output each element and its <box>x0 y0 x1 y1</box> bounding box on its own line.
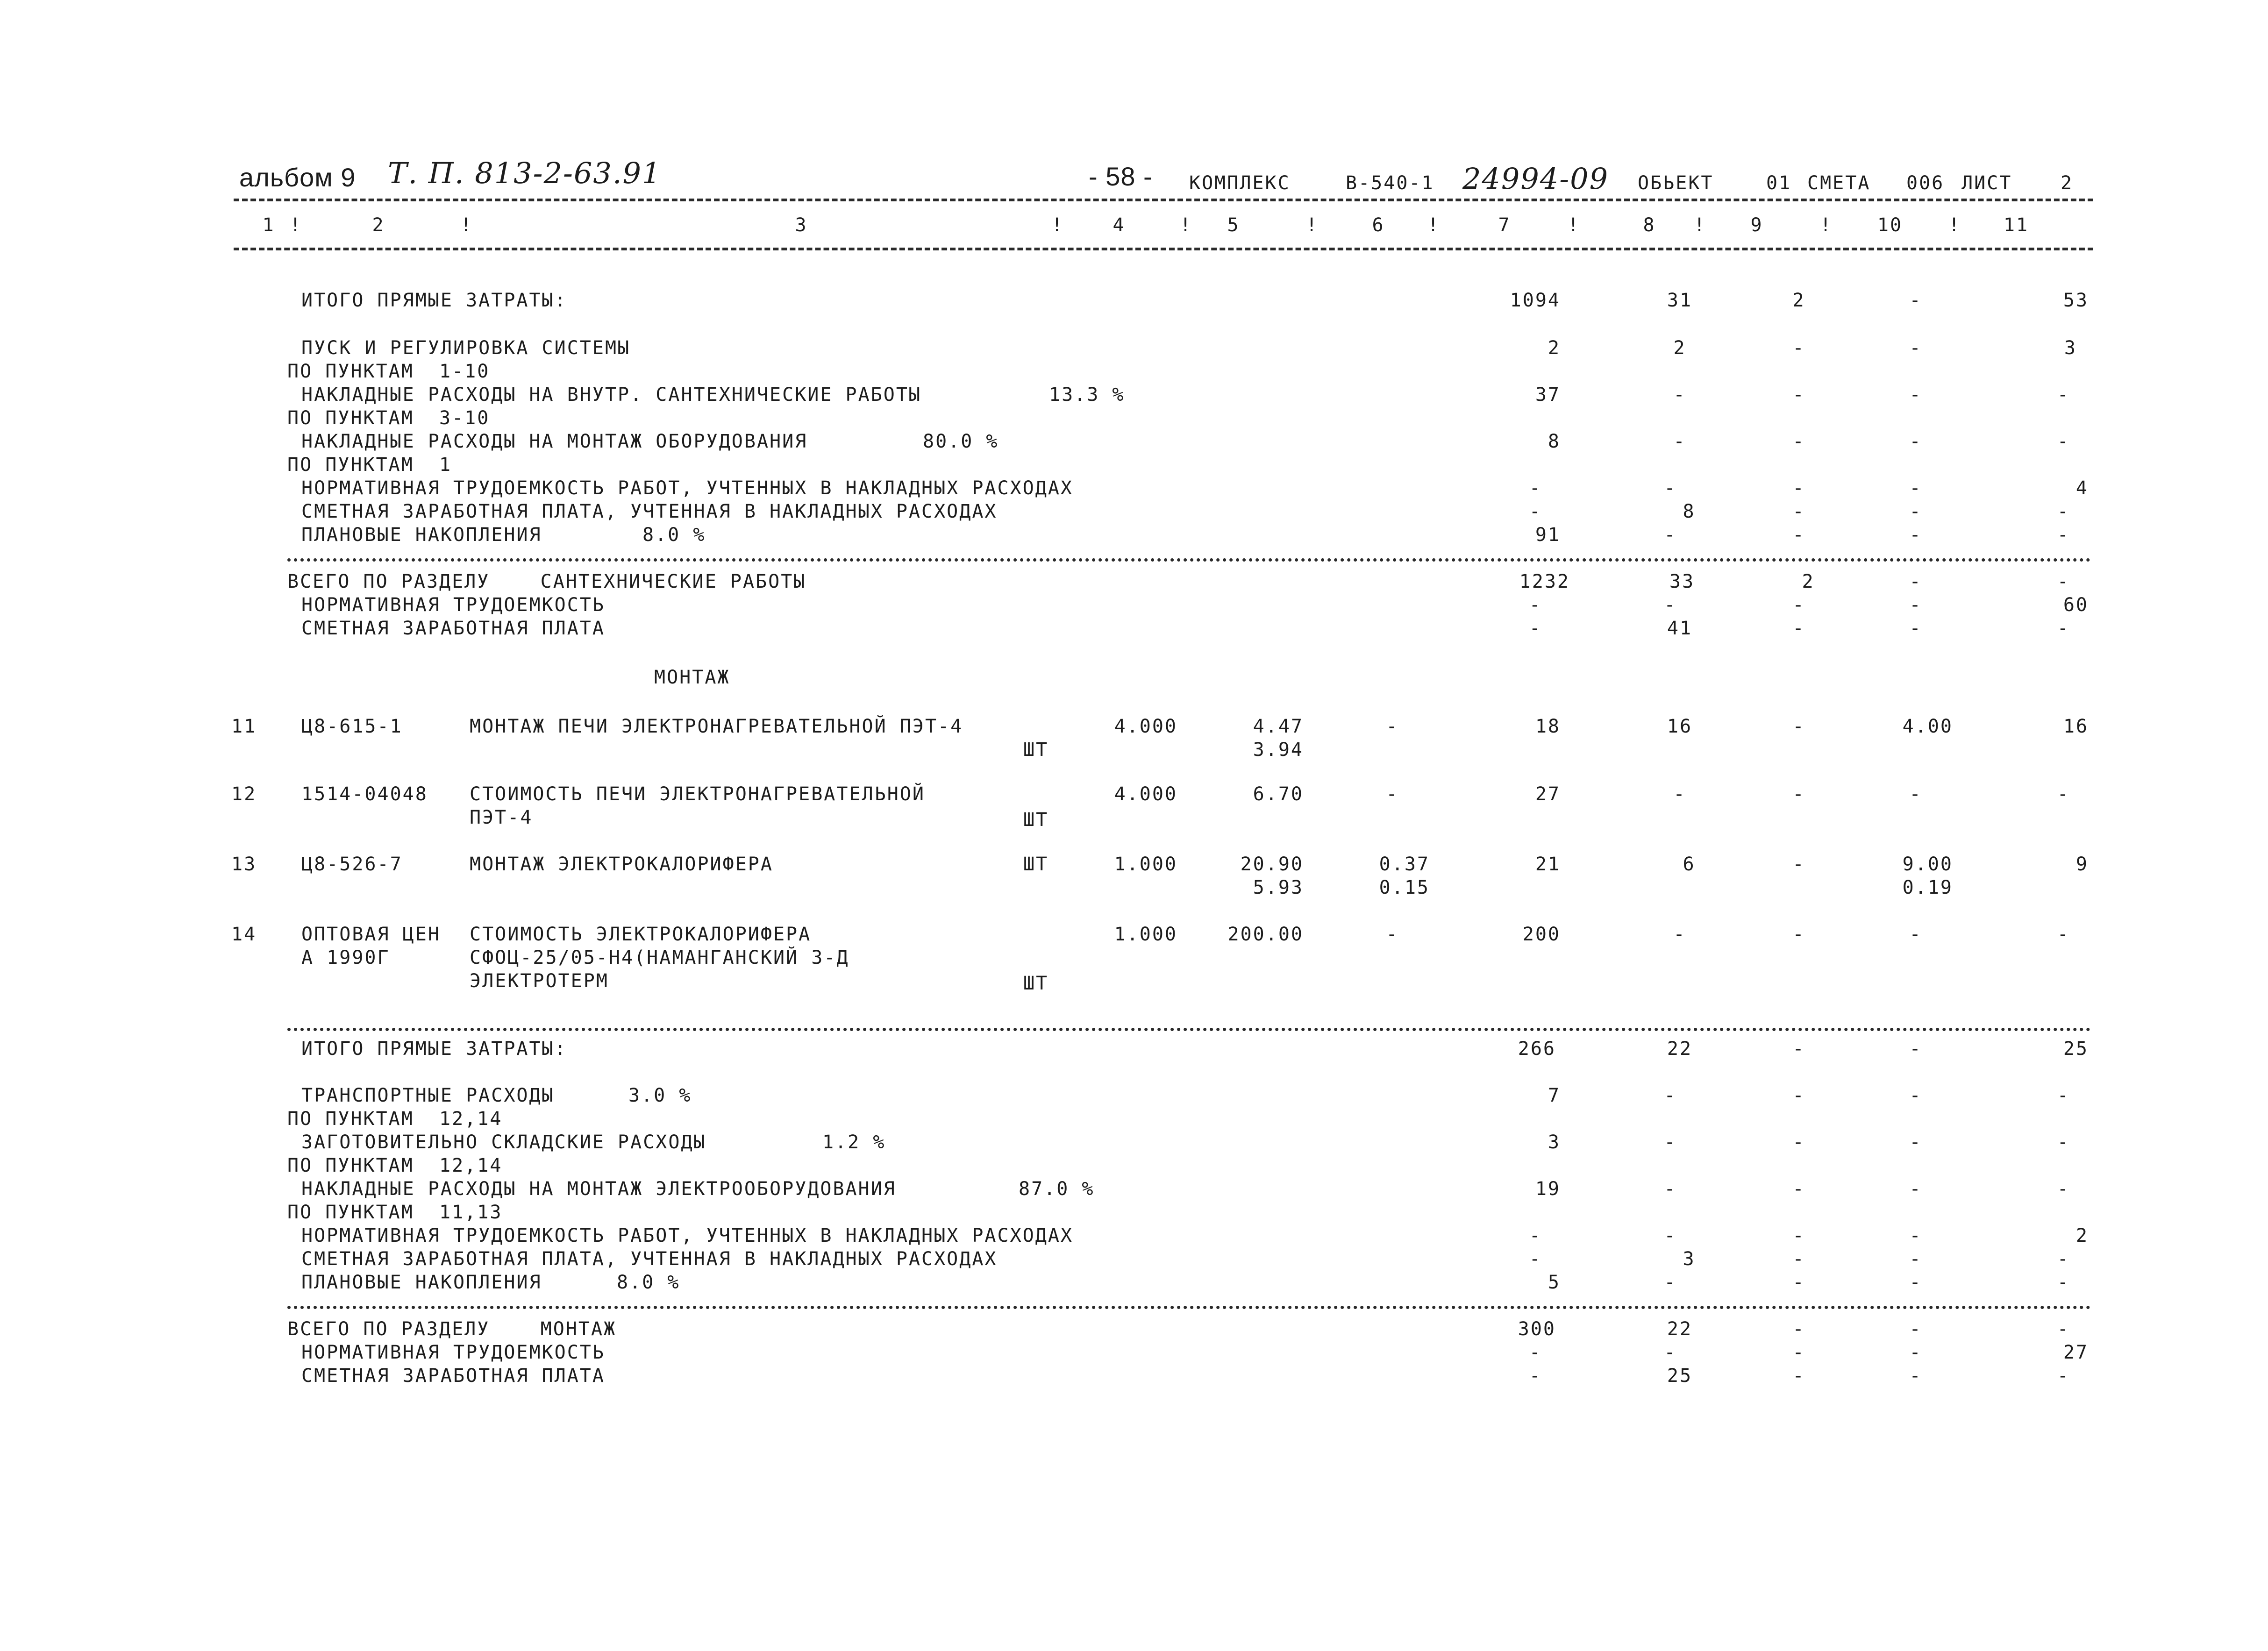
header-rule-bottom <box>234 248 2093 250</box>
column-number: 3 <box>795 214 808 236</box>
points-ref: ПО ПУНКТАМ 12,14 <box>287 1108 503 1130</box>
points-ref: ПО ПУНКТАМ 1 <box>287 454 452 476</box>
points-ref: ПО ПУНКТАМ 12,14 <box>287 1155 503 1176</box>
column-number: 10 <box>1877 214 1903 236</box>
complex-label: КОМПЛЕКС <box>1189 172 1291 194</box>
project-number-handwritten: Т. П. 813-2-63.91 <box>388 156 662 190</box>
column-number: 2 <box>372 214 385 236</box>
section-divider <box>287 558 2091 562</box>
column-number: 5 <box>1227 214 1240 236</box>
points-ref: ПО ПУНКТАМ 1-10 <box>287 361 490 382</box>
column-number: 8 <box>1643 214 1656 236</box>
page-number: - 58 - <box>1089 162 1153 191</box>
estimate-sheet: альбом 9 Т. П. 813-2-63.91 - 58 - КОМПЛЕКС В-540-1 24994-09 ОБЬЕКТ 01 СМЕТА 006 ЛИСТ 2 1 ! 2 ! 3 ! 4 ! 5 ! 6 ! 7 ! 8 ! 9 ! 10 ! 11 ИТОГО ПРЯМЫЕ ЗАТРАТЫ: 1094 31 2 - 53 ПУСК И РЕГУЛИРОВКА СИСТЕМЫ 2 2 - - 3 ПО ПУНКТАМ 1-10 НАКЛАДНЫЕ РАСХОДЫ НА ВНУТР. САНТЕХНИЧЕСКИЕ РАБОТЫ 13.3 % 37 - - - - ПО ПУНКТАМ 3-10 НАКЛАДНЫЕ РАСХОДЫ НА МОНТАЖ ОБОРУДОВАНИЯ 80.0 % 8 - - - - ПО ПУНКТАМ 1 НОРМАТИВНАЯ ТРУДОЕМКОСТЬ РАБОТ, УЧТЕННЫХ В НАКЛАДНЫХ РАСХОДАХ - - - - 4 СМЕТНАЯ ЗАРАБОТНАЯ ПЛАТА, УЧТЕННАЯ В НАКЛАДНЫХ РАСХОДАХ - 8 - - - ПЛАНОВЫЕ НАКОПЛЕНИЯ 8.0 % 91 - - - - ВСЕГО ПО РАЗДЕЛУ САНТЕХНИЧЕСКИЕ РАБОТЫ 1232 33 2 - - НОРМАТИВНАЯ ТРУДОЕМКОСТЬ - - - - 60 СМЕТНАЯ ЗАРАБОТНАЯ ПЛАТА - 41 - - - МОНТАЖ 11 Ц8-615-1 МОНТАЖ ПЕЧИ ЭЛЕКТРОНАГРЕВАТЕЛЬНОЙ ПЭТ-4 ШТ 4.000 4.47 3.94 - 18 16 - 4.00 16 12 1514-04048 СТОИМОСТЬ ПЕЧИ ЭЛЕКТРОНАГРЕВАТЕЛЬНОЙ ПЭТ-4 ШТ 4.000 6.70 - 27 - - - - 13 Ц8-526-7 МОНТАЖ ЭЛЕКТРОКАЛОРИФЕРА ШТ 1.000 20.90 5.93 0.37 0.15 21 6 - 9.00 0.19 9 14 ОПТОВАЯ ЦЕН А 1990Г СТОИМОСТЬ ЭЛЕКТРОКАЛОРИФЕРА СФОЦ-25/05-Н4(НАМАНГАНСКИЙ З-Д ЭЛЕКТРОТЕРМ ШТ 1.000 200.00 - 200 - - - - ИТОГО ПРЯМЫЕ ЗАТРАТЫ: 266 22 - - 25 ТРАНСПОРТНЫЕ РАСХОДЫ 3.0 % 7 - - - - ПО ПУНКТАМ 12,14 ЗАГОТОВИТЕЛЬНО СКЛАДСКИЕ РАСХОДЫ 1.2 % 3 - - - - ПО ПУНКТАМ 12,14 НАКЛАДНЫЕ РАСХОДЫ НА МОНТАЖ ЭЛЕКТРООБОРУДОВАНИЯ 87.0 % 19 - - - - ПО ПУНКТАМ 11,13 НОРМАТИВНАЯ ТРУДОЕМКОСТЬ РАБОТ, УЧТЕННЫХ В НАКЛАДНЫХ РАСХОДАХ - - - - 2 СМЕТНАЯ ЗАРАБОТНАЯ ПЛАТА, УЧТЕННАЯ В НАКЛАДНЫХ РАСХОДАХ - 3 - - - ПЛАНОВЫЕ НАКОПЛЕНИЯ 8.0 % 5 - - - - ВСЕГО ПО РАЗДЕЛУ МОНТАЖ 300 22 - - - НОРМАТИВНАЯ ТРУДОЕМКОСТЬ - - - - 27 СМЕТНАЯ ЗАРАБОТНАЯ ПЛАТА - 25 - - - <box>0 0 2268 1651</box>
section-divider <box>287 1306 2091 1309</box>
points-ref: ПО ПУНКТАМ 11,13 <box>287 1202 503 1223</box>
object-label: ОБЬЕКТ <box>1638 172 1714 194</box>
column-number: 11 <box>2003 214 2029 236</box>
album-label: альбом 9 <box>239 163 356 192</box>
complex-number-handwritten: 24994-09 <box>1462 162 1609 196</box>
section-divider <box>287 1028 2091 1031</box>
section-heading: МОНТАЖ <box>654 667 730 688</box>
sheet-number: 2 <box>2061 172 2074 194</box>
column-number: 4 <box>1113 214 1126 236</box>
column-number: 7 <box>1498 214 1511 236</box>
estimate-number: 006 <box>1906 172 1945 194</box>
column-number: 1 <box>262 214 275 236</box>
column-number: 6 <box>1372 214 1385 236</box>
sheet-label: ЛИСТ <box>1961 172 2012 194</box>
column-number: 9 <box>1750 214 1763 236</box>
estimate-label: СМЕТА <box>1807 172 1871 194</box>
complex-code: В-540-1 <box>1346 172 1434 194</box>
header-rule-top <box>234 199 2093 201</box>
object-number: 01 <box>1766 172 1792 194</box>
points-ref: ПО ПУНКТАМ 3-10 <box>287 407 490 429</box>
